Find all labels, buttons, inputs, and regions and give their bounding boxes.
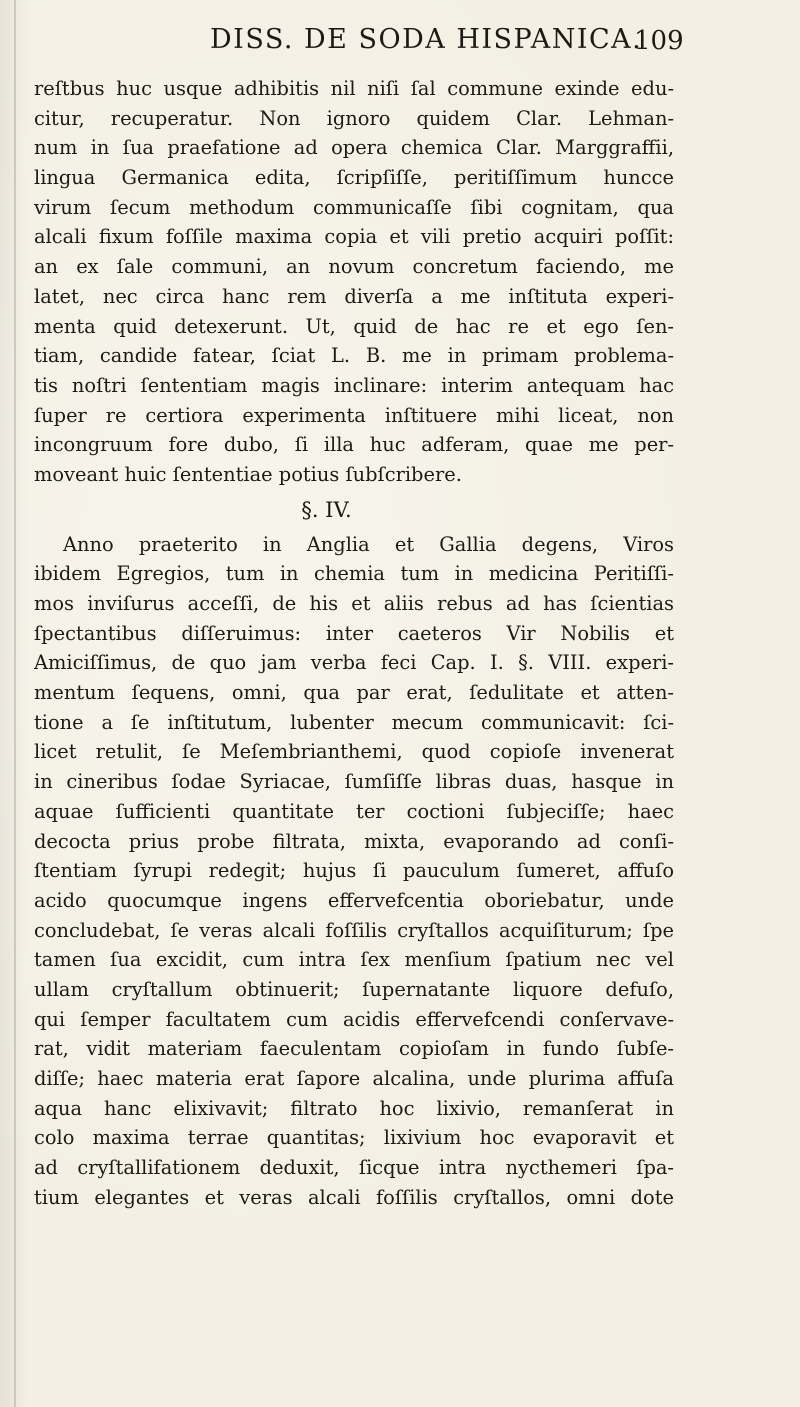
binding-gutter xyxy=(14,0,16,1407)
text-line: in cineribus ſodae Syriacae, ſumſiſſe libras duas, hasque in xyxy=(34,770,674,794)
text-line: ibidem Egregios, tum in chemia tum in medicina Peritiſſi- xyxy=(34,562,674,586)
section-heading: §. IV. xyxy=(301,497,352,522)
text-line: decocta prius probe filtrata, mixta, evaporando ad conſi- xyxy=(34,829,674,853)
text-line: tamen ſua excidit, cum intra ſex menſium ſpatium nec vel xyxy=(34,948,674,972)
text-line: ſpectantibus diſſeruimus: inter caeteros Vir Nobilis et xyxy=(34,621,674,645)
text-line: qui ſemper facultatem cum acidis effervefcendi conſervave- xyxy=(34,1007,674,1031)
text-line: colo maxima terrae quantitas; lixivium hoc evaporavit et xyxy=(34,1126,674,1150)
text-line: virum ſecum methodum communicaſſe ſibi cognitam, qua xyxy=(34,195,674,219)
text-line: ſtentiam ſyrupi redegit; hujus ſi pauculum ſumeret, affuſo xyxy=(34,859,674,883)
body-text xyxy=(34,74,674,1212)
text-line: alcali fixum foſſile maxima copia et vili pretio acquiri poſſit: xyxy=(34,225,674,249)
text-line: tis noſtri ſententiam magis inclinare: interim antequam hac xyxy=(34,373,674,397)
text-line: reſtbus huc usque adhibitis nil niſi ſal commune exinde edu- xyxy=(34,77,674,100)
text-line: menta quid detexerunt. Ut, quid de hac re et ego ſen- xyxy=(34,314,674,338)
text-line: aquae ſufficienti quantitate ter coctioni ſubjeciſſe; haec xyxy=(34,799,674,823)
text-line: citur, recuperatur. Non ignoro quidem Clar. Lehman- xyxy=(34,106,674,130)
page-number: 109 xyxy=(634,26,684,56)
text-line: concludebat, ſe veras alcali foſſilis cryſtallos acquiſiturum; ſpe xyxy=(34,918,674,942)
text-line: ſuper re certiora experimenta inſtituere mihi liceat, non xyxy=(34,403,674,427)
page-header xyxy=(34,18,684,62)
paragraph-1 xyxy=(34,74,674,490)
text-line: diſſe; haec materia erat ſapore alcalina, unde plurima affuſa xyxy=(34,1067,674,1090)
text-line: latet, nec circa hanc rem diverſa a me inſtituta experi- xyxy=(34,284,674,308)
text-line: licet retulit, ſe Meſembrianthemi, quod copioſe invenerat xyxy=(34,740,674,764)
text-line: Anno praeterito in Anglia et Gallia degens, Viros xyxy=(63,532,674,556)
text-line: aqua hanc elixivavit; filtrato hoc lixivio, remanſerat in xyxy=(34,1096,674,1120)
text-line: incongruum fore dubo, ſi illa huc adferam, quae me per- xyxy=(34,433,674,457)
text-line: rat, vidit materiam faeculentam copioſam in fundo ſubſe- xyxy=(34,1037,674,1061)
text-line: acido quocumque ingens effervefcentia oboriebatur, unde xyxy=(34,888,674,912)
text-line: an ex ſale communi, an novum concretum faciendo, me xyxy=(34,255,674,279)
text-line: tiam, candide fatear, ſciat L. B. me in primam problema- xyxy=(34,344,674,368)
paragraph-2 xyxy=(34,530,674,1213)
text-line: ad cryſtallifationem deduxit, ſicque intra nycthemeri ſpa- xyxy=(34,1156,674,1180)
text-line: num in ſua praefatione ad opera chemica Clar. Marggraffii, xyxy=(34,136,674,160)
text-line: tium elegantes et veras alcali foſſilis cryſtallos, omni dote xyxy=(34,1185,674,1209)
text-line: lingua Germanica edita, ſcripſiſſe, peritiſſimum huncce xyxy=(34,166,674,190)
text-line: ullam cryſtallum obtinuerit; ſupernatante liquore defuſo, xyxy=(34,977,674,1001)
text-line: mentum ſequens, omni, qua par erat, ſedulitate et atten- xyxy=(34,681,674,705)
text-line: tione a ſe inſtitutum, lubenter mecum communicavit: ſci- xyxy=(34,710,674,734)
running-head: DISS. DE SODA HISPANICA. xyxy=(210,24,643,55)
text-line: mos inviſurus acceſſi, de his et aliis rebus ad has ſcientias xyxy=(34,592,674,615)
text-line: Amiciſſimus, de quo jam verba feci Cap. I. §. VIII. experi- xyxy=(34,651,674,675)
text-line: moveant huic ſententiae potius ſubſcribere. xyxy=(34,462,462,486)
